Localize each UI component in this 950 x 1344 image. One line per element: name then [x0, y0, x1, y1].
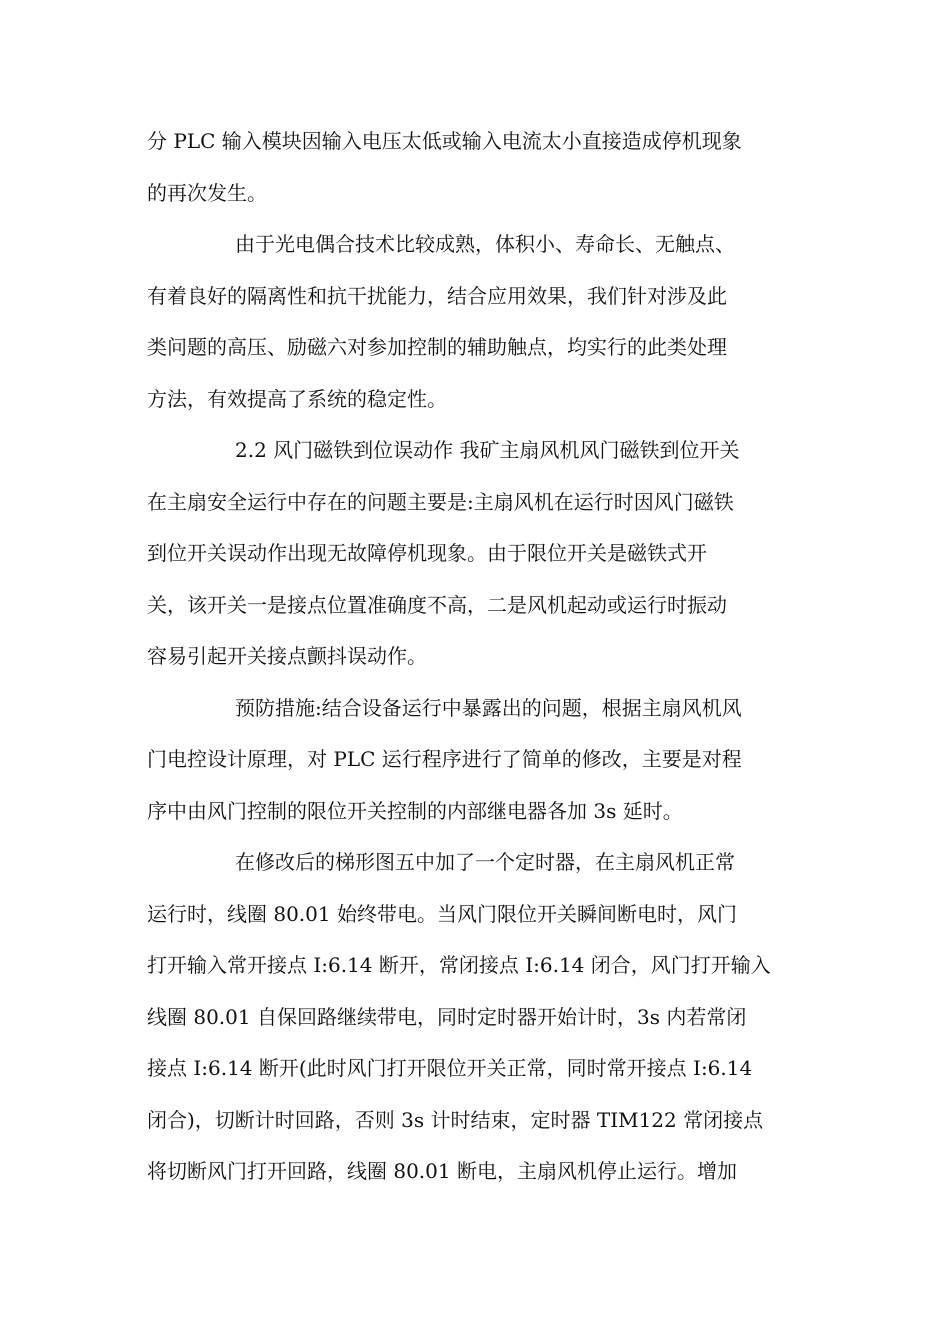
text-line: 在主扇安全运行中存在的问题主要是:主扇风机在运行时因风门磁铁	[147, 489, 734, 514]
text-line: 的再次发生。	[147, 180, 267, 205]
section-heading-line: 2.2 风门磁铁到位误动作 我矿主扇风机风门磁铁到位开关	[235, 438, 740, 462]
paragraph-first-line: 由于光电偶合技术比较成熟，体积小、寿命长、无触点、	[235, 232, 735, 256]
text-line: 序中由风门控制的限位开关控制的内部继电器各加 3s 延时。	[147, 798, 683, 823]
text-line: 闭合)，切断计时回路，否则 3s 计时结束，定时器 TIM122 常闭接点	[147, 1107, 764, 1132]
text-line: 打开输入常开接点 I:6.14 断开，常闭接点 I:6.14 闭合，风门打开输入	[147, 953, 771, 977]
text-line: 有着良好的隔离性和抗干扰能力，结合应用效果，我们针对涉及此	[147, 283, 727, 308]
text-line: 接点 I:6.14 断开(此时风门打开限位开关正常，同时常开接点 I:6.14	[147, 1056, 753, 1080]
text-line: 分 PLC 输入模块因输入电压太低或输入电流太小直接造成停机现象	[147, 129, 742, 153]
text-line: 容易引起开关接点颤抖误动作。	[147, 644, 427, 668]
text-line: 方法，有效提高了系统的稳定性。	[147, 386, 447, 411]
paragraph-first-line: 预防措施:结合设备运行中暴露出的问题，根据主扇风机风	[235, 695, 742, 720]
text-line: 将切断风门打开回路，线圈 80.01 断电，主扇风机停止运行。增加	[147, 1159, 737, 1183]
text-line: 门电控设计原理，对 PLC 运行程序进行了简单的修改，主要是对程	[147, 747, 742, 771]
text-line: 类问题的高压、励磁六对参加控制的辅助触点，均实行的此类处理	[147, 335, 727, 359]
paragraph-first-line: 在修改后的梯形图五中加了一个定时器，在主扇风机正常	[235, 850, 735, 874]
text-line: 运行时，线圈 80.01 始终带电。当风门限位开关瞬间断电时，风门	[147, 901, 737, 926]
text-line: 到位开关误动作出现无故障停机现象。由于限位开关是磁铁式开	[147, 541, 707, 565]
text-line: 关，该开关一是接点位置准确度不高，二是风机起动或运行时振动	[147, 592, 727, 617]
text-line: 线圈 80.01 自保回路继续带电，同时定时器开始计时，3s 内若常闭	[147, 1004, 747, 1029]
document-body	[147, 116, 807, 1198]
